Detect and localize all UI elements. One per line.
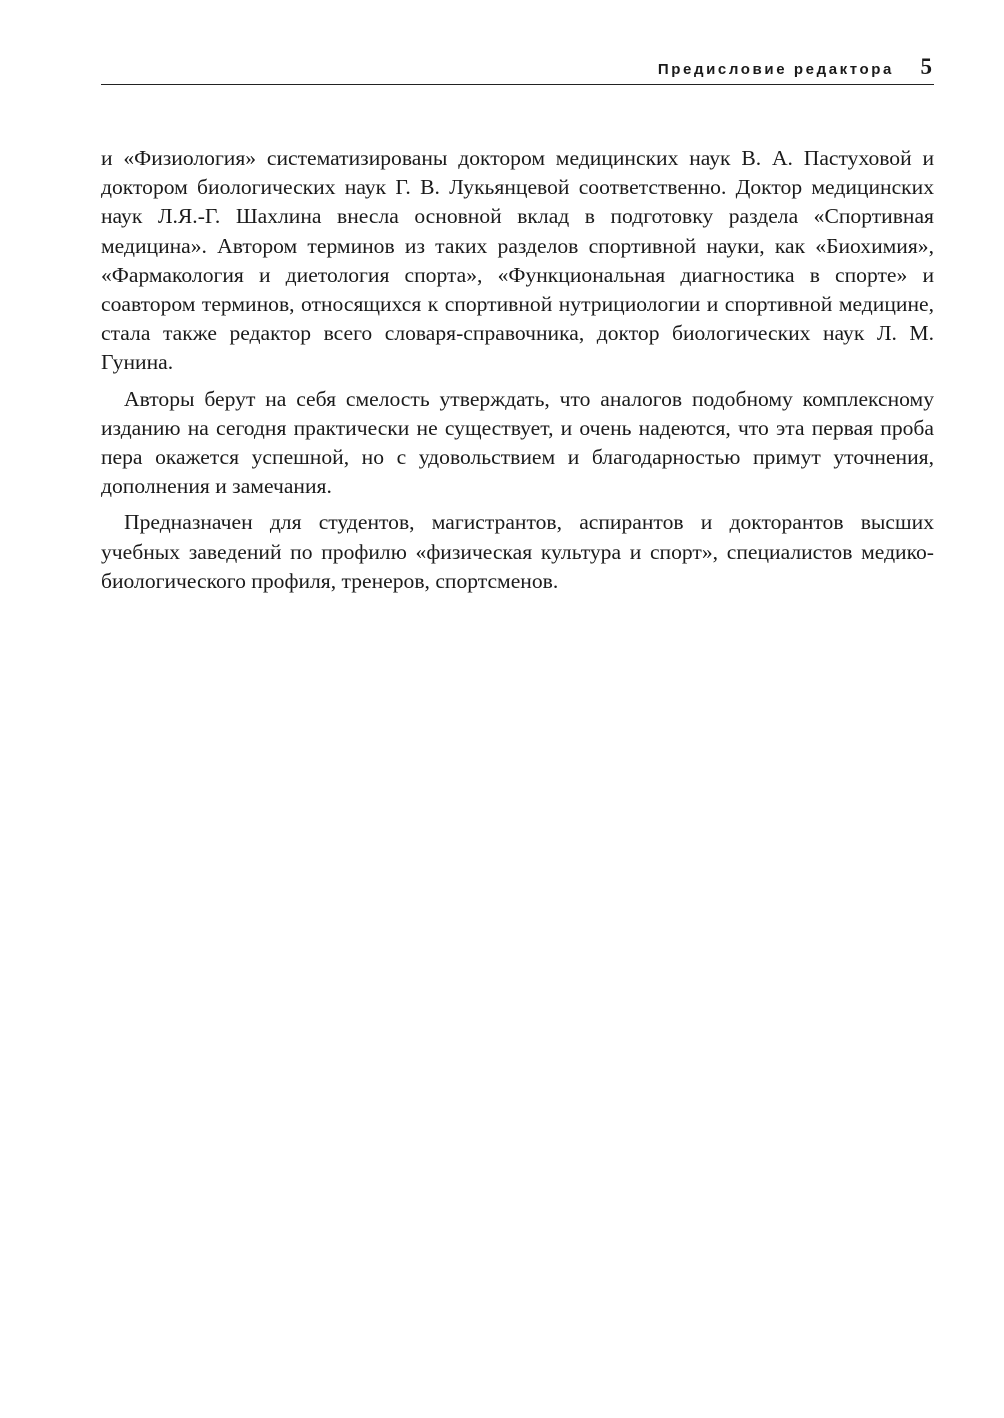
page-number: 5 (920, 54, 932, 79)
paragraph-continuation: и «Физиология» систематизированы доктором медицинских наук В. А. Пастуховой и доктором биологических наук Г. В. Лукьянцевой соответственно. Доктор медицинских наук Л.Я.-Г. Шахлина внесла основной вклад в подготовку раздела «Спортивная медицина». Автором терминов из таких разделов спортивной науки, как «Биохимия», «Фармакология и диетология спорта», «Функциональная диагностика в спорте» и соавтором терминов, относящихся к спортивной нутрициологии и спортивной медицине, стала также редактор всего словаря-справочника, доктор биологических наук Л. М. Гунина. (101, 146, 934, 375)
body-text (101, 144, 934, 603)
running-title: Предисловие редактора (657, 61, 894, 78)
page-header (101, 54, 934, 85)
paragraph-authors: Авторы берут на себя смелость утверждать, что аналогов подобному комплексному изданию на сегодня практически не существует, и очень надеются, что эта первая проба пера окажется успешной, но с удовольствием и благодарностью примут уточнения, дополнения и замечания. (101, 386, 934, 499)
paragraph-audience: Предназначен для студентов, магистрантов, аспирантов и докторантов высших учебных заведений по профилю «физическая культура и спорт», специалистов медико-биологического профиля, тренеров, спортсменов. (101, 510, 934, 593)
